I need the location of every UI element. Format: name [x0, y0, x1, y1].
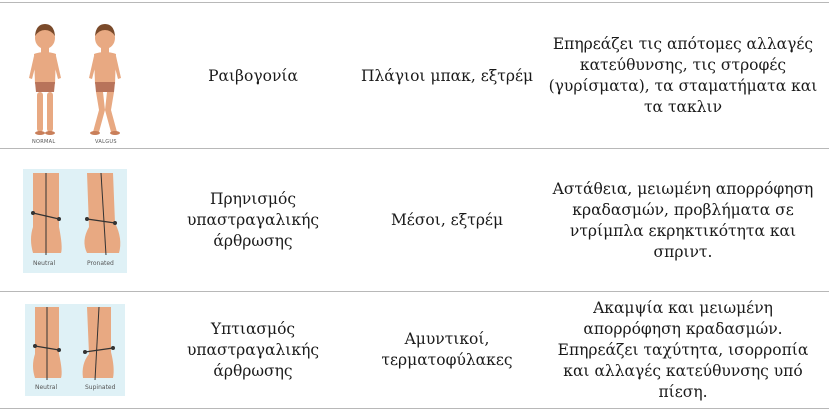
- figure-caption-left: Neutral: [35, 384, 58, 391]
- children-legs-illustration: [15, 6, 135, 146]
- pronated-foot-figure: [23, 169, 127, 273]
- knees-figure: [15, 6, 135, 146]
- figure-caption-right: Pronated: [87, 259, 114, 267]
- table-row: [0, 2, 829, 149]
- condition-text: Υπτιασμός υπαστραγαλικής άρθρωσης: [186, 319, 320, 380]
- position-cell: [352, 292, 542, 408]
- table-row: [0, 291, 829, 409]
- effect-text: Αστάθεια, μειωμένη απορρόφηση κραδασμών, προβλήματα σε ντρίμπλα εκρηκτικότητα και σπριντ.: [552, 179, 814, 261]
- table-row: [0, 148, 829, 292]
- condition-cell: [168, 149, 338, 292]
- condition-cell: [168, 292, 338, 408]
- effect-cell: [548, 292, 818, 408]
- figure-caption-right: Supinated: [85, 384, 116, 391]
- position-text: Πλάγιοι μπακ, εξτρέμ: [360, 66, 534, 85]
- position-cell: [352, 149, 542, 292]
- effect-text: Ακαμψία και μειωμένη απορρόφηση κραδασμών. Επηρεάζει ταχύτητα, ισορροπία και αλλαγές κατεύθυνσης υπό πίεση.: [557, 298, 809, 401]
- figure-caption-left: NORMAL: [32, 139, 56, 145]
- condition-cell: [168, 3, 338, 149]
- figure-cell: [0, 292, 150, 408]
- condition-text: Ραιβογονία: [208, 66, 298, 85]
- condition-text: Πρηνισμός υπαστραγαλικής άρθρωσης: [186, 190, 320, 250]
- figure-caption-left: Neutral: [33, 259, 56, 267]
- supination-illustration: [25, 304, 125, 396]
- effect-cell: [548, 149, 818, 292]
- position-text: Μέσοι, εξτρέμ: [390, 211, 504, 229]
- pronation-illustration: [23, 169, 127, 273]
- supinated-foot-figure: [25, 304, 125, 396]
- figure-cell: [0, 149, 150, 292]
- position-cell: [352, 3, 542, 149]
- effect-text: Επηρεάζει τις απότομες αλλαγές κατεύθυνσης, τις στροφές (γυρίσματα), τα σταματήματα και τα τακλιν: [548, 35, 818, 116]
- effect-cell: [548, 3, 818, 149]
- figure-caption-right: VALGUS: [95, 139, 117, 145]
- position-text: Αμυντικοί, τερματοφύλακες: [381, 330, 513, 369]
- figure-cell: [0, 3, 150, 149]
